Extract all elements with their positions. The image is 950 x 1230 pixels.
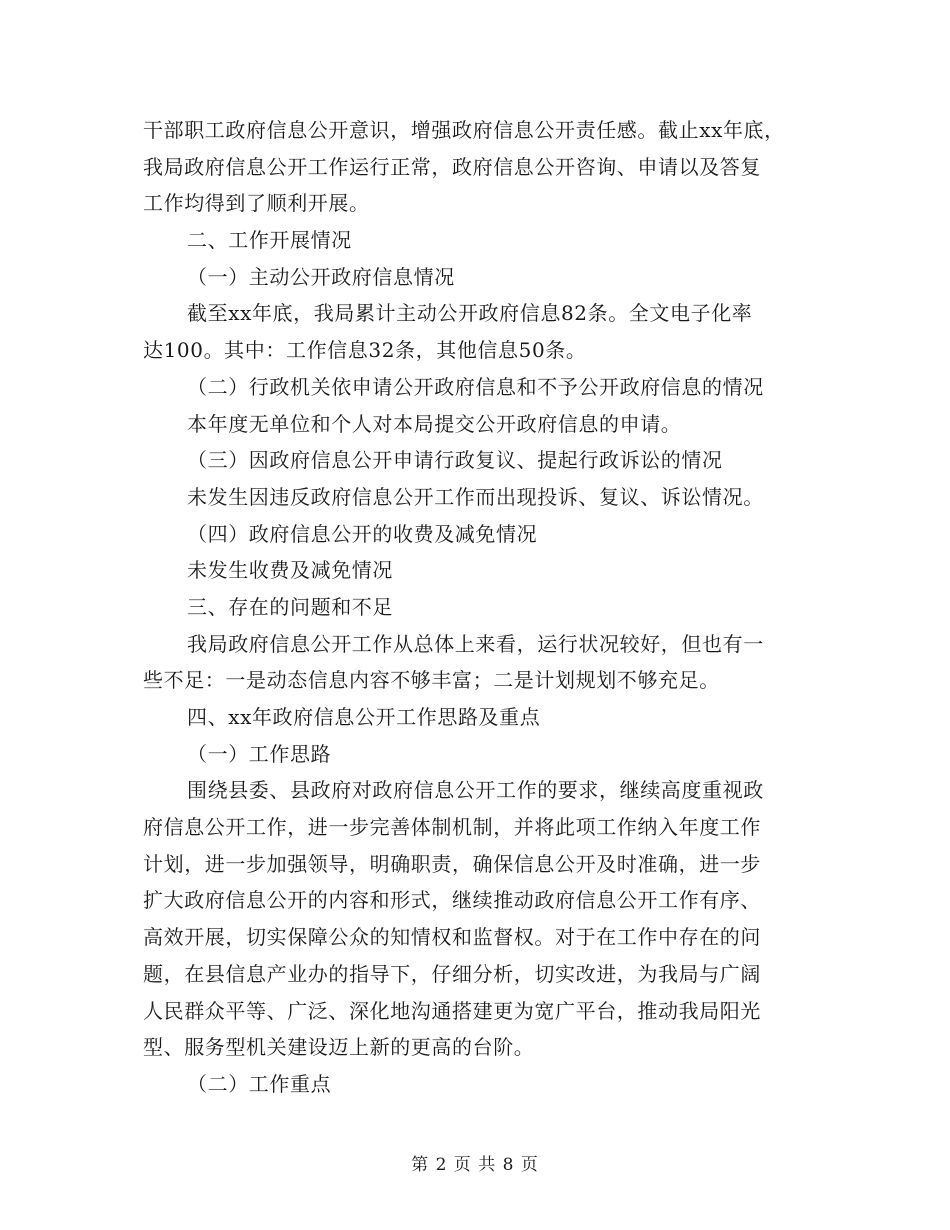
text-line: （一）工作思路 bbox=[187, 741, 332, 766]
text-line: 高效开展，切实保障公众的知情权和监督权。对于在工作中存在的问 bbox=[143, 925, 761, 950]
text-line: （三）因政府信息公开申请行政复议、提起行政诉讼的情况 bbox=[187, 448, 723, 473]
text-line: （四）政府信息公开的收费及减免情况 bbox=[187, 521, 538, 546]
text-line: 型、服务型机关建设迈上新的更高的台阶。 bbox=[143, 1035, 535, 1060]
text-line: 计划，进一步加强领导，明确职责，确保信息公开及时准确，进一步 bbox=[143, 851, 761, 876]
text-line: 人民群众平等、广泛、深化地沟通搭建更为宽广平台，推动我局阳光 bbox=[143, 998, 761, 1023]
text-line: 二、工作开展情况 bbox=[187, 228, 352, 253]
text-line: 府信息公开工作，进一步完善体制机制，并将此项工作纳入年度工作 bbox=[143, 815, 761, 840]
text-line: （二）行政机关依申请公开政府信息和不予公开政府信息的情况 bbox=[187, 374, 764, 399]
text-line: 工作均得到了顺利开展。 bbox=[143, 191, 370, 216]
text-line: 达100。其中：工作信息32条，其他信息50条。 bbox=[143, 338, 587, 363]
text-line: 我局政府信息公开工作从总体上来看，运行状况较好，但也有一 bbox=[187, 631, 764, 656]
text-line: 四、xx年政府信息公开工作思路及重点 bbox=[187, 705, 541, 729]
text-line: 些不足：一是动态信息内容不够丰富；二是计划规划不够充足。 bbox=[143, 668, 720, 693]
text-line: 未发生因违反政府信息公开工作而出现投诉、复议、诉讼情况。 bbox=[187, 484, 764, 509]
text-line: 截至xx年底，我局累计主动公开政府信息82条。全文电子化率 bbox=[187, 301, 753, 326]
text-line: 未发生收费及减免情况 bbox=[187, 558, 393, 583]
text-line: 干部职工政府信息公开意识，增强政府信息公开责任感。截止xx年底， bbox=[143, 118, 785, 142]
text-line: （一）主动公开政府信息情况 bbox=[187, 264, 455, 289]
page-footer: 第 2 页 共 8 页 bbox=[411, 1155, 539, 1175]
text-line: 本年度无单位和个人对本局提交公开政府信息的申请。 bbox=[187, 411, 682, 436]
text-line: 围绕县委、县政府对政府信息公开工作的要求，继续高度重视政 bbox=[187, 778, 764, 803]
text-line: （二）工作重点 bbox=[187, 1071, 332, 1096]
text-line: 扩大政府信息公开的内容和形式，继续推动政府信息公开工作有序、 bbox=[143, 888, 761, 913]
text-line: 三、存在的问题和不足 bbox=[187, 594, 393, 619]
text-line: 我局政府信息公开工作运行正常，政府信息公开咨询、申请以及答复 bbox=[143, 154, 761, 179]
text-line: 题，在县信息产业办的指导下，仔细分析，切实改进，为我局与广阔 bbox=[143, 961, 761, 986]
document-body bbox=[143, 112, 803, 1103]
